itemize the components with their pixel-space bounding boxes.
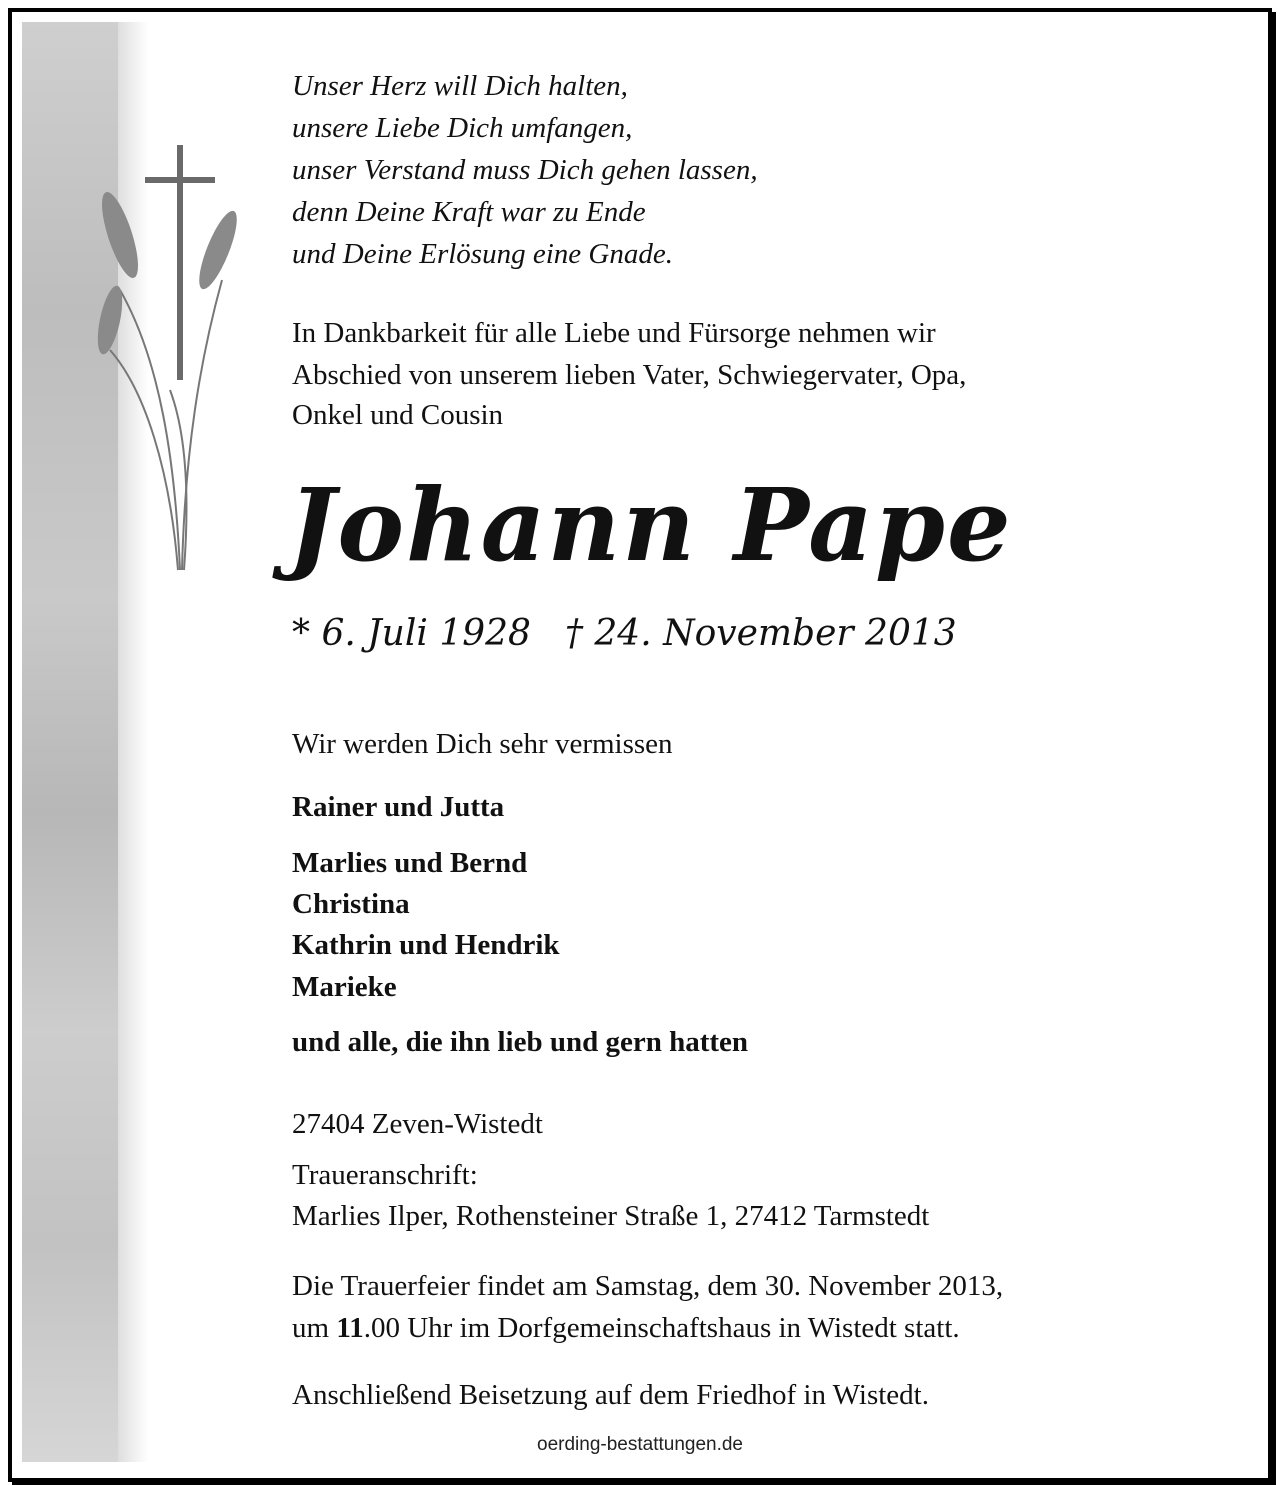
deceased-name: Johann Pape [288,466,1013,584]
intro-line: Onkel und Cousin [292,399,504,431]
poem-line: und Deine Erlösung eine Gnade. [292,238,673,270]
poem-line: unsere Liebe Dich umfangen, [292,112,633,144]
intro-line: In Dankbarkeit für alle Liebe und Fürsorge nehmen wir [292,317,936,349]
service-line: um 11.00 Uhr im Dorfgemeinschaftshaus in Wistedt statt. [292,1312,960,1344]
intro-line: Abschied von unserem lieben Vater, Schwiegervater, Opa, [292,359,967,391]
life-dates [292,606,991,662]
death-date: † 24. November 2013 [564,613,957,654]
poem-line: denn Deine Kraft war zu Ende [292,196,646,228]
service-line: Die Trauerfeier findet am Samstag, dem 30. November 2013, [292,1270,1004,1302]
address: Marlies Ilper, Rothensteiner Straße 1, 27412 Tarmstedt [292,1200,930,1232]
footer-source: oerding-bestattungen.de [537,1434,743,1455]
mourner-name: Marlies und Bernd [292,847,528,879]
mourner-name: Kathrin und Hendrik [292,929,560,961]
mourner-name: Marieke [292,971,397,1003]
mourners-closing: und alle, die ihn lieb und gern hatten [292,1026,749,1058]
mourner-group: Rainer und Jutta [292,791,505,823]
burial-line: Anschließend Beisetzung auf dem Friedhof in Wistedt. [292,1379,929,1411]
address-label: Traueranschrift: [292,1159,478,1191]
poem-line: Unser Herz will Dich halten, [292,70,628,102]
cross-wheat-icon [50,130,250,590]
mourner-name: Christina [292,888,410,920]
place: 27404 Zeven-Wistedt [292,1108,543,1140]
miss-line: Wir werden Dich sehr vermissen [292,728,673,760]
birth-date: * 6. Juli 1928 [292,613,531,654]
poem-line: unser Verstand muss Dich gehen lassen, [292,154,758,186]
